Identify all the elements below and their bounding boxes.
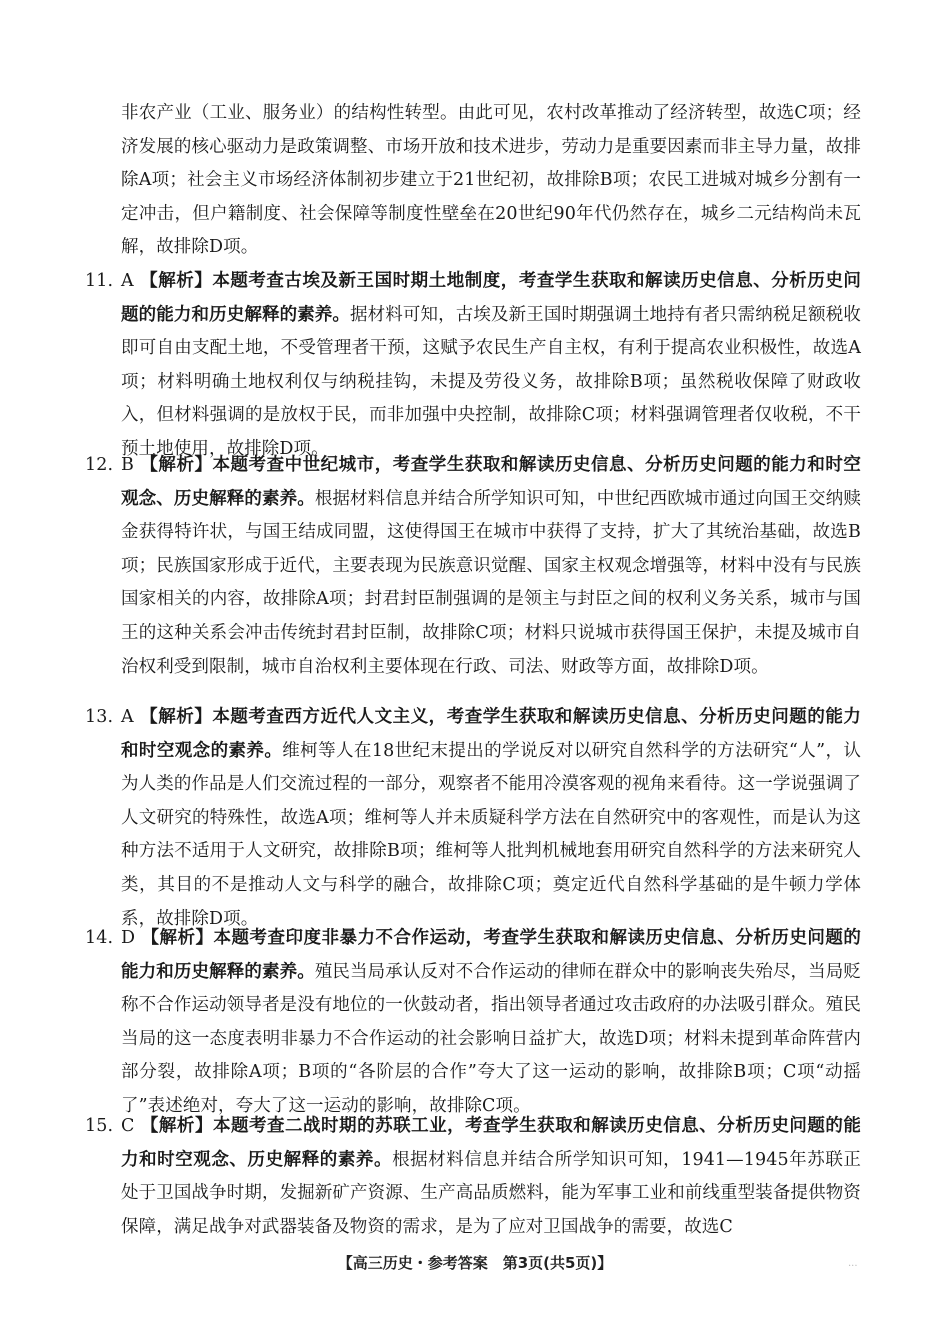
analysis-text: 维柯等人在18世纪末提出的学说反对以研究自然科学的方法研究“人”，认为人类的作品是人们交流过程的一部分，观察者不能用冷漠客观的视角来看待。这一学说强调了人文研究的特殊性，故选A项；维柯等人并未质疑科学方法在自然研究中的客观性，而是认为这种方法不适用于人文研究，故排除B项；维柯等人批判机械地套用研究自然科学的方法来研究人类，其目的不是推动人文与科学的融合，故排除C项；奠定近代自然科学基础的是牛顿力学体系，故排除D项。 bbox=[121, 740, 861, 929]
answer-item-12 bbox=[85, 449, 861, 684]
answer-item-15 bbox=[85, 1110, 861, 1244]
answer-item-14 bbox=[85, 922, 861, 1124]
analysis-text: 根据材料信息并结合所学知识可知，中世纪西欧城市通过向国王交纳赎金获得特许状，与国王结成同盟，这使得国王在城市中获得了支持，扩大了其统治基础，故选B项；民族国家形成于近代，主要表现为民族意识觉醒、国家主权观念增强等，材料中没有与民族国家相关的内容，故排除A项；封君封臣制强调的是领主与封臣之间的权利义务关系，城市与国王的这种关系会冲击传统封君封臣制，故排除C项；材料只说城市获得国王保护，未提及城市自治权利受到限制，城市自治权利主要体现在行政、司法、财政等方面，故排除D项。 bbox=[121, 488, 861, 677]
analysis-label: 【解析】 bbox=[139, 271, 213, 291]
analysis-label: 【解析】 bbox=[141, 928, 214, 948]
footer-mark: ... bbox=[848, 1258, 858, 1269]
answer-letter: B bbox=[121, 455, 134, 475]
answer-letter: A bbox=[121, 707, 134, 727]
continuation-paragraph: 非农产业（工业、服务业）的结构性转型。由此可见，农村改革推动了经济转型，故选C项；经济发展的核心驱动力是政策调整、市场开放和技术进步，劳动力是重要因素而非主导力量，故排除A项；社会主义市场经济体制初步建立于21世纪初，故排除B项；农民工进城对城乡分割有一定冲击，但户籍制度、社会保障等制度性壁垒在20世纪90年代仍然存在，城乡二元结构尚未瓦解，故排除D项。 bbox=[121, 103, 861, 258]
analysis-lead: 本题考查印度非暴力不合作运动，考查学生获取和解读历史信息、分析历史问题的能力和历史解释的素养。 bbox=[121, 928, 861, 982]
answer-letter: A bbox=[121, 271, 134, 291]
analysis-lead: 本题考查中世纪城市，考查学生获取和解读历史信息、分析历史问题的能力和时空观念、历史解释的素养。 bbox=[121, 455, 861, 509]
answer-item-11 bbox=[85, 265, 861, 467]
analysis-text: 根据材料信息并结合所学知识可知，1941—1945年苏联正处于卫国战争时期，发掘新矿产资源、生产高品质燃料，能为军事工业和前线重型装备提供物资保障，满足战争对武器装备及物资的需求，是为了应对卫国战争的需要，故选C bbox=[121, 1149, 861, 1237]
analysis-label: 【解析】 bbox=[139, 455, 213, 475]
analysis-lead: 本题考查二战时期的苏联工业，考查学生获取和解读历史信息、分析历史问题的能力和时空观念、历史解释的素养。 bbox=[121, 1116, 861, 1170]
question-number: 12. bbox=[85, 455, 114, 475]
page-footer: 【高三历史・参考答案 第3页(共5页)】 bbox=[337, 1254, 613, 1272]
analysis-text: 据材料可知，古埃及新王国时期强调土地持有者只需纳税足额税收即可自由支配土地，不受管理者干预，这赋予农民生产自主权，有利于提高农业积极性，故选A项；材料明确土地权利仅与纳税挂钩，未提及劳役义务，故排除B项；虽然税收保障了财政收入，但材料强调的是放权于民，而非加强中央控制，故排除C项；材料强调管理者仅收税，不干预土地使用，故排除D项。 bbox=[121, 304, 861, 459]
question-number: 13. bbox=[85, 707, 114, 727]
answer-letter: D bbox=[121, 928, 136, 948]
question-number: 11. bbox=[85, 271, 114, 291]
analysis-lead: 本题考查西方近代人文主义，考查学生获取和解读历史信息、分析历史问题的能力和时空观念的素养。 bbox=[121, 707, 861, 761]
analysis-label: 【解析】 bbox=[140, 1116, 213, 1136]
analysis-lead: 本题考查古埃及新王国时期土地制度，考查学生获取和解读历史信息、分析历史问题的能力和历史解释的素养。 bbox=[121, 271, 861, 325]
answer-letter: C bbox=[121, 1116, 135, 1136]
question-number: 15. bbox=[85, 1116, 114, 1136]
answer-item-13 bbox=[85, 701, 861, 936]
analysis-text: 殖民当局承认反对不合作运动的律师在群众中的影响丧失殆尽，当局贬称不合作运动领导者是没有地位的一伙鼓动者，指出领导者通过攻击政府的办法吸引群众。殖民当局的这一态度表明非暴力不合作运动的社会影响日益扩大，故选D项；材料未提到革命阵营内部分裂，故排除A项；B项的“各阶层的合作”夸大了这一运动的影响，故排除B项；C项“动摇了”表述绝对，夸大了这一运动的影响，故排除C项。 bbox=[121, 961, 861, 1116]
analysis-label: 【解析】 bbox=[139, 707, 213, 727]
question-number: 14. bbox=[85, 928, 114, 948]
